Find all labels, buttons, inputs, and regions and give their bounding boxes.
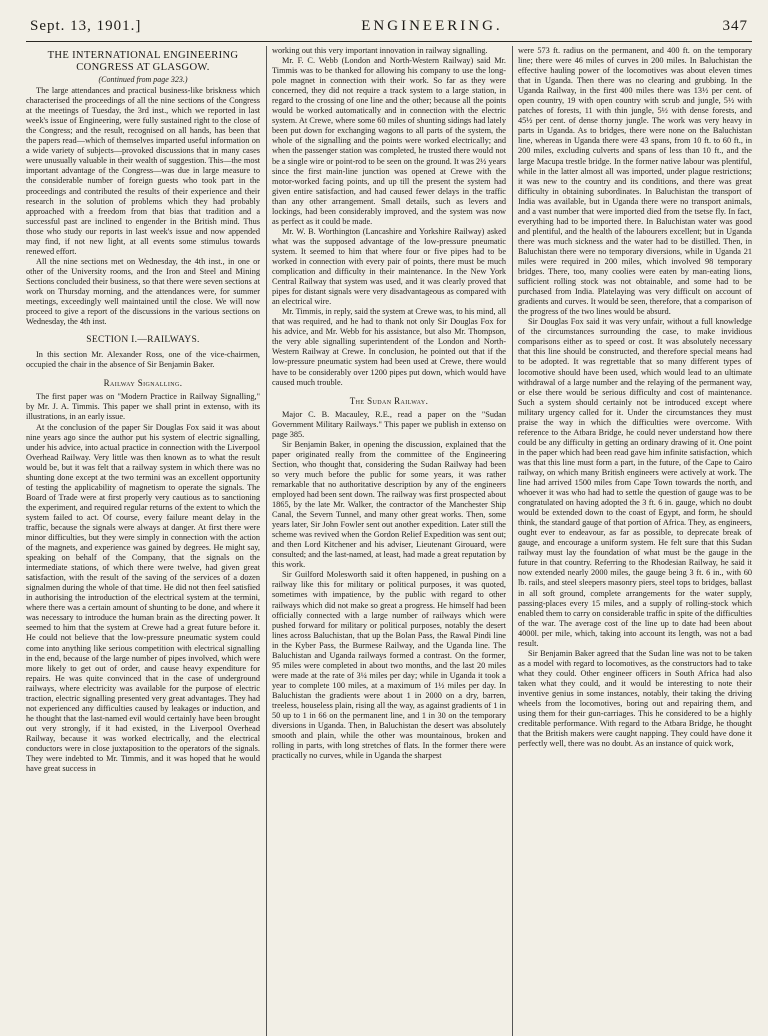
paragraph: Sir Benjamin Baker agreed that the Sudan line was not to be taken as a model with regard to locomotives, as the constructors had to take what they could. Other engineer officers in South Africa had also taken what they could, and it would be interesting to note their inventive genius in some instances, notably, their taking the driving wheels from the locomotives, boring out and repairing them, and using them for their gun-carriages. This he considered to be a highly creditable performance. With regard to the Atbara Bridge, he thought that the British makers were caught napping. They could have done it perfectly well, there was no doubt. As an instance of quick work, — [518, 648, 752, 749]
paragraph: Sir Benjamin Baker, in opening the discussion, explained that the paper originated really from the committee of the Engineering Section, who thought that, considering the Sudan Railway had been so very much before the public for some years, it was rather remarkable that no authoritative description by any of the engineers employed had been sent down. The railway was first prospected about 1865, by the late Mr. Walker, the contractor of the Manchester Ship Canal, the Severn Tunnel, and many other great works. Then, some years later, Sir John Fowler sent out another expedition. Later still the scheme was revived when the Gordon Relief Expedition was sent out; and then Lord Kitchener and his adviser, Lieutenant Girouard, were consulted; and the last-named, at least, had made a great reputation by this work. — [272, 439, 506, 570]
paragraph: Mr. W. B. Worthington (Lancashire and Yorkshire Railway) asked what was the supposed advantage of the low-pressure pneumatic system. It seemed to him that where four or five pipes had to be worked in connection with every pair of points, there must be much complication and difficulty in their maintenance. In the New York Central Railway that system was used, and it was clearly proved that pipes for distant signals were very disadvantageous as compared with an electrical wire. — [272, 226, 506, 307]
paragraph: Sir Guilford Molesworth said it often happened, in pushing on a railway like this for military or political purposes, it was quoted, sometimes with impatience, by the public with regard to other railways which did not make so great a progress. He himself had been officially connected with a large number of railways which were pushed forward for military or political purposes, notably the desert lines across Baluchistan, that up the Bolan Pass, the Rawal Pindi line in the Kyber Pass, the Burmese Railway, and the Uganda line. The Baluchistan and Uganda railways formed a contrast. On the former, 95 miles were completed in about two months, and the last 20 miles were made at the rate of 3¼ miles per day; while in Uganda it took a year to complete 100 miles, at a maximum of 1½ miles per day. In Baluchistan the gradients were about 1 in 2000 on a dry, barren, treeless, houseless plain, rising all the way, as against gradients of 1 in 50 up to 1 in 66 on the permanent line, and 1 in 30 on the temporary diversions in Uganda. Then, in Baluchistan the desert was absolutely smooth and plain, while the other was mountainous, broken and rolling in parts, with long stretches of flats. In the former there were practically no curves, while in Uganda the sharpest — [272, 570, 506, 761]
paragraph: working out this very important innovation in railway signalling. — [272, 46, 488, 55]
column-1 — [26, 46, 260, 1036]
continued-note: (Continued from page 323.) — [98, 75, 188, 84]
article-columns — [26, 46, 752, 1036]
paragraph: In this section Mr. Alexander Ross, one of the vice-chairmen, occupied the chair in the absence of Sir Benjamin Baker. — [26, 350, 260, 370]
paragraph: Mr. F. C. Webb (London and North-Western Railway) said Mr. Timmis was to be thanked for allowing his company to use the long-pole magnet in connection with their work. So far as they were concerned, they did not require a track system to a large station, in regard to the crossing of one line and the other; because all the points would be worked automatically and in connection with the electric system. At Crewe, where some 60 miles of shunting sidings had lately been put down for exchanging wagons to all parts of the system, the whole of the signalling and the points were worked electrically; and when the passenger station was completed, he trusted there would not be a single wire or point-rod to be seen on the ground. It was 2½ years since the first main-line junction was opened at Crewe with the motor-worked facing points, and up till the present the system had given entire satisfaction, and had caused fewer delays in the traffic than any other arrangement. Small details, such as levers and lockings, had been considerably improved, and the system was now as perfect as it could be made. — [272, 56, 506, 226]
paragraph: The first paper was on "Modern Practice in Railway Signalling," by Mr. J. A. Timmis. This paper we shall print in extenso, with its illustrations, in an early issue. — [26, 392, 260, 422]
issue-date: Sept. 13, 1901.] — [30, 18, 142, 34]
journal-title: ENGINEERING. — [361, 18, 503, 34]
page-header — [26, 18, 752, 42]
section-heading: SECTION I.—RAILWAYS. — [86, 335, 200, 346]
paragraph: All the nine sections met on Wednesday, the 4th inst., in one or other of the University rooms, and the Iron and Steel and Mining Sections concluded their business, so that there were seven sections at work on Thursday morning, and the attendances were, for summer meetings, exceedingly well maintained until the close. We will now proceed to give a report of the discussions in the various sections on Wednesday, the 4th inst. — [26, 256, 260, 327]
page-number: 347 — [722, 18, 748, 34]
subsection-heading: The Sudan Railway. — [349, 395, 429, 406]
paragraph: At the conclusion of the paper Sir Douglas Fox said it was about nine years ago since the author put his system of electric signalling, under his advice, into actual practice in connection with the Liverpool Overhead Railway. Very little was then known as to what the result would be, but it was felt that a railway system in which there was no shunting done except at the two termini was an excellent opportunity of testing the applicability of magnetism to operate the signals. The Board of Trade were at first properly very cautious as to sanctioning the experiment, and required regular returns of the extent to which the system failed to act. Of course, every failure meant delay in the traffic, because the signals were always at danger. At first there were minor difficulties, but they were simply in connection with the action of the magnets, and experience was gained by degrees. He might say, speaking on behalf of the Company, that the signals on the intermediate stations, of which there were twelve, had given great satisfaction, with the result of the saving of the services of a dozen signalmen during the whole of that time. He did not then feel satisfied in authorising the introduction of the electrical system at the termini, where there was a certain amount of shunting to be done, and where it was necessary to introduce the human brain as the directing power. It seemed to him that the system at Crewe had a great future before it. He could not believe that the low-pressure pneumatic system could come into anything like serious competition with electrical signalling in the end, because of the large number of pipes involved, which were more likely to get out of order, and cause heavy expenditure for repairs. He was quite convinced that in the case of underground railways, where electricity was available for the purpose of electric traction, electric signalling presented very great advantages. They had not experienced any difficulties caused by leakages or induction, and he thought that the last-named evil would certainly have been brought out very strongly, if it had existed, in the Liverpool Overhead Railway, because it was worked electrically, and the electrical conductors were in close juxtaposition to the operators of the signals. They were indebted to Mr. Timmis, and it was hoped that he would have great success in — [26, 422, 260, 774]
paragraph: The large attendances and practical business-like briskness which characterised the proceedings of all the nine sections of the Congress at the meetings of Tuesday, the 3rd inst., which we reported in last week's issue of Engineering, were fully sustained right to the close of the Congress; and the result, recognised on all hands, has been that the papers read—which of themselves imparted useful information on a wide variety of subjects—provoked discussions that in many cases were unusually valuable in their wealth of suggestion. This—the most important advantage of the Congress—was due in large measure to the considerable number of foreign guests who took part in the proceedings and contributed the results of their experience and their research in the solution of problems which they had probably approached with a freedom from that bias that tradition and a successful past are inclined to engender in the British mind. Thus those who study our reports in last week's issue and now appended may find, if not new light, at all events some stimulus towards renewed effort. — [26, 86, 260, 256]
article-title: THE INTERNATIONAL ENGINEERING CONGRESS AT GLASGOW. — [47, 50, 239, 73]
column-3 — [512, 46, 752, 1036]
paragraph: Major C. B. Macauley, R.E., read a paper on the "Sudan Government Military Railways." This paper we publish in extenso on page 385. — [272, 409, 506, 439]
paragraph: Sir Douglas Fox said it was very unfair, without a full knowledge of the circumstances surrounding the case, to make invidious comparisons either as to speed or cost. It was absolutely necessary that this line should be constructed, and therefore special means had to be adopted. It was regrettable that so many different types of locomotive should have been used, which would lead to an ultimate withdrawal of a large number and the relaying of the permanent way, or else there would be serious difficulty and cost of maintenance. Such a system should certainly not be introduced except where military urgency called for it. Under the circumstances they must praise the way in which the difficulties were overcome. With reference to the Atbara Bridge, he could never understand how there could be any difficulty in getting an ordinary drawing of it. One point in the paper which had been read gave him infinite satisfaction, which was that this line must form a part, in the future, of the Cape to Cairo railway, on which many British engineers were actively at work. The line had arrived 1500 miles from Cape Town towards the north, and whoever it was who had had to settle the question of gauge was to be congratulated on having adopted the 3 ft. 6 in. gauge, which no doubt would be extended down to the coast of Egypt, and form, he should think, the standard gauge of that portion of Africa. They, as engineers, ought ever to endeavour, as far as possible, to deprecate break of gauge, and encourage a uniform system. He felt sure that this Sudan railway must lay the foundation of what must be the gauge in the future in that country. Referring to the Rhodesian Railway, he said it now extended nearly 2000 miles, the gauge being 3 ft. 6 in., with 60 lb. rails, and steel sleepers masonry piers, steel tops to bridges, ballast in all soft ground, complete arrangements for the water supply, passing-places every 15 miles, and a supply of rolling-stock which enabled them to carry on considerable traffic in spite of the difficulties of the war. The average cost of the line up to date had been about 4000l. per mile, which, taking into account its length, was not a bad result. — [518, 317, 752, 648]
subsection-heading: Railway Signalling. — [103, 378, 183, 389]
column-2 — [266, 46, 506, 1036]
paragraph: were 573 ft. radius on the permanent, and 400 ft. on the temporary line; there were 46 miles of curves in 200 miles. In Baluchistan the effective hauling power of the locomotives was about eleven times that in Uganda. Then there was no clearing and grubbing. In the Uganda Railway, in the first 400 miles there was 13½ per cent. of open country, 19 with open country with scrub and jungle, 5½ with patches of forests, 11 with thin jungle, 5½ with dense forests, and 45½ per cent. of dense thorny jungle. The work was very heavy in parts in Uganda. As to bridges, there were none on the Baluchistan line, whereas in Uganda there were 43 spans, from 10 ft. to 60 ft., in 200 miles, excluding culverts and spans of less than 10 ft., and the large Macupa trestle bridge. In the former native labour was plentiful, while in the latter almost all was imported, under plague restrictions; it was new to the country and its conditions, and there was great difficulty in obtaining subordinates. In Baluchistan the transport of India was available, but in Uganda there were no transport animals, and a vast number that were imported died from the tsetse fly. In fact, everything had to be imported there. In Baluchistan water was good and plentiful, and the health of the labourers excellent; but in Uganda there was much sickness and the water had to be distilled. Then, in Baluchistan there were no temporary diversions, while in Uganda 21 miles were required in 200 miles, which involved 98 temporary bridges. There, too, many coolies were eaten by man-eating lions, sufficient rolling stock was not obtainable, and some had to be purchased from India. Platelaying was very difficult on account of gradients and curves. It would be seen, therefore, that a comparison of the progress of the two lines would be absurd. — [518, 46, 752, 317]
paragraph: Mr. Timmis, in reply, said the system at Crewe was, to his mind, all that was required, and he had to thank not only Sir Douglas Fox for his advice, and Mr. Webb for his assistance, but also Mr. Thompson, the very able signalling superintendent of the London and North-Western Railway at Crewe. In conclusion, he pointed out that if the low-pressure pneumatic system had been used at Crewe, there would have to be considerably over 1200 pipes put down, which would have caused much trouble. — [272, 307, 506, 387]
